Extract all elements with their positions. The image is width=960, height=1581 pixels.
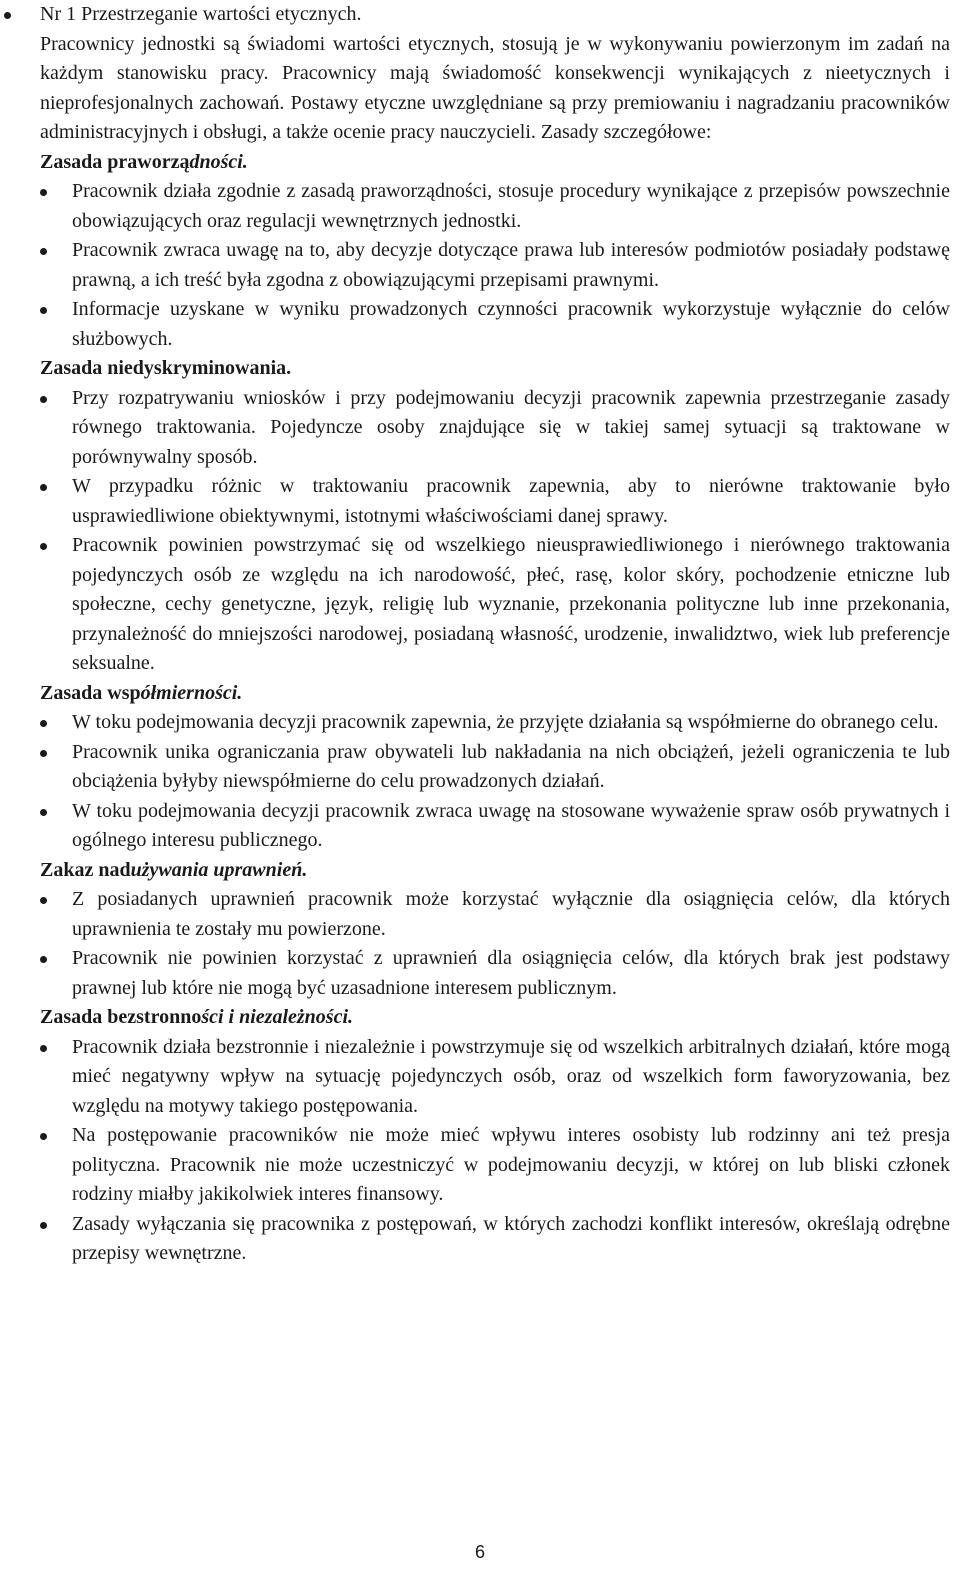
intro-paragraph: Pracownicy jednostki są świadomi wartości etycznych, stosują je w wykonywaniu powierzonym im zadań na każdym stanowisku pracy. Pracownicy mają świadomość konsekwencji wynikających z nieetycznych i nieprofesjonalnych zachowań. Postawy etyczne uwzględniane są przy premiowaniu i nagradzaniu pracowników administracyjnych i obsługi, a także ocenie pracy nauczycieli. Zasady szczegółowe:	[40, 32, 950, 143]
bullet-icon	[40, 956, 47, 963]
section-heading-text: Zasada wsp	[40, 681, 141, 704]
bullet-icon	[40, 189, 47, 196]
list-item	[0, 944, 960, 1003]
bullet-icon	[40, 720, 47, 727]
list-item	[0, 885, 960, 944]
section-heading	[0, 679, 960, 709]
bullet-icon	[40, 809, 47, 816]
list-item-text: W toku podejmowania decyzji pracownik zapewnia, że przyjęte działania są współmierne do obranego celu.	[72, 711, 939, 733]
section-heading-text: Zasada niedyskryminowania.	[40, 357, 292, 379]
section-heading	[0, 856, 960, 886]
list-item	[0, 177, 960, 236]
section-heading-italic: używania uprawnień.	[130, 858, 308, 881]
section-heading-italic: dności.	[189, 150, 248, 173]
bullet-icon	[40, 543, 47, 550]
list-item-text: Pracownik nie powinien korzystać z uprawnień dla osiągnięcia celów, dla których brak jest podstawy prawnej lub które nie mogą być uzasadnione interesem publicznym.	[72, 947, 950, 999]
list-item-text: Pracownik unika ograniczania praw obywateli lub nakładania na nich obciążeń, jeżeli ograniczenia te lub obciążenia byłyby niewspółmierne do celu prowadzonych działań.	[72, 740, 950, 792]
bullet-icon	[40, 1222, 47, 1229]
list-item-text: Na postępowanie pracowników nie może mieć wpływu interes osobisty lub rodzinny ani też presja polityczna. Pracownik nie może uczestniczyć w podejmowaniu decyzji, w której on lub bliski członek rodziny miałby jakikolwiek interes finansowy.	[72, 1124, 950, 1205]
list-item	[0, 708, 960, 738]
list-item-text: Zasady wyłączania się pracownika z postępowań, w których zachodzi konflikt interesów, określają odrębne przepisy wewnętrzne.	[72, 1212, 950, 1264]
section-heading	[0, 148, 960, 178]
list-item-text: W przypadku różnic w traktowaniu pracownik zapewnia, aby to nierówne traktowanie było usprawiedliwione obiektywnymi, istotnymi właściwościami danej sprawy.	[72, 475, 950, 527]
page-number: 6	[474, 1542, 485, 1562]
bullet-icon	[40, 897, 47, 904]
list-item	[0, 797, 960, 856]
intro-heading-row	[0, 0, 960, 30]
list-item	[0, 1121, 960, 1210]
intro-title: Nr 1 Przestrzeganie wartości etycznych.	[40, 3, 362, 25]
bullet-icon	[40, 750, 47, 757]
bullet-icon	[4, 12, 11, 19]
bullet-icon	[40, 1045, 47, 1052]
list-item-text: Informacje uzyskane w wyniku prowadzonych czynności pracownik wykorzystuje wyłącznie do celów służbowych.	[72, 298, 950, 350]
list-item	[0, 1033, 960, 1122]
list-item-text: Pracownik powinien powstrzymać się od wszelkiego nieusprawiedliwionego i nierównego traktowania pojedynczych osób ze względu na ich narodowość, płeć, rasę, kolor skóry, pochodzenie etniczne lub społeczne, cechy genetyczne, język, religię lub wyznanie, przekonania polityczne lub inne przekonania, przynależność do mniejszości narodowej, posiadaną własność, urodzenie, inwalidztwo, wiek lub preferencje seksualne.	[72, 534, 950, 674]
bullet-icon	[40, 484, 47, 491]
list-item	[0, 531, 960, 679]
list-item	[0, 1210, 960, 1269]
list-item	[0, 472, 960, 531]
section-heading-italic: ści i niezależności.	[201, 1006, 353, 1028]
list-item-text: Przy rozpatrywaniu wniosków i przy podejmowaniu decyzji pracownik zapewnia przestrzeganie zasady równego traktowania. Pojedyncze osoby znajdujące się w takiej samej sytuacji są traktowane w porównywalny sposób.	[72, 386, 950, 468]
bullet-icon	[40, 396, 47, 403]
list-item	[0, 384, 960, 473]
section-heading	[0, 354, 960, 384]
section-heading-text: Zakaz nad	[40, 858, 131, 881]
list-item	[0, 295, 960, 354]
list-item-text: Pracownik zwraca uwagę na to, aby decyzje dotyczące prawa lub interesów podmiotów posiadały podstawę prawną, a ich treść była zgodna z obowiązującymi przepisami prawnymi.	[72, 239, 950, 291]
bullet-icon	[40, 1133, 47, 1140]
section-heading-text: Zasada praworzą	[40, 150, 190, 173]
list-item	[0, 738, 960, 797]
bullet-icon	[40, 307, 47, 314]
list-item	[0, 236, 960, 295]
section-heading	[0, 1003, 960, 1033]
list-item-text: Z posiadanych uprawnień pracownik może korzystać wyłącznie dla osiągnięcia celów, dla których uprawnienia te zostały mu powierzone.	[72, 888, 950, 940]
bullet-icon	[40, 248, 47, 255]
section-heading-text: Zasada bezstronno	[40, 1006, 202, 1028]
sections-container	[0, 148, 960, 1269]
section-heading-italic: ółmierności.	[140, 681, 243, 704]
list-item-text: Pracownik działa zgodnie z zasadą praworządności, stosuje procedury wynikające z przepisów powszechnie obowiązujących oraz regulacji wewnętrznych jednostki.	[72, 180, 950, 232]
list-item-text: W toku podejmowania decyzji pracownik zwraca uwagę na stosowane wyważenie spraw osób prywatnych i ogólnego interesu publicznego.	[72, 799, 950, 851]
list-item-text: Pracownik działa bezstronnie i niezależnie i powstrzymuje się od wszelkich arbitralnych działań, które mogą mieć negatywny wpływ na sytuację pojedynczych osób, oraz od wszelkich form faworyzowania, bez względu na motywy takiego postępowania.	[72, 1035, 950, 1117]
